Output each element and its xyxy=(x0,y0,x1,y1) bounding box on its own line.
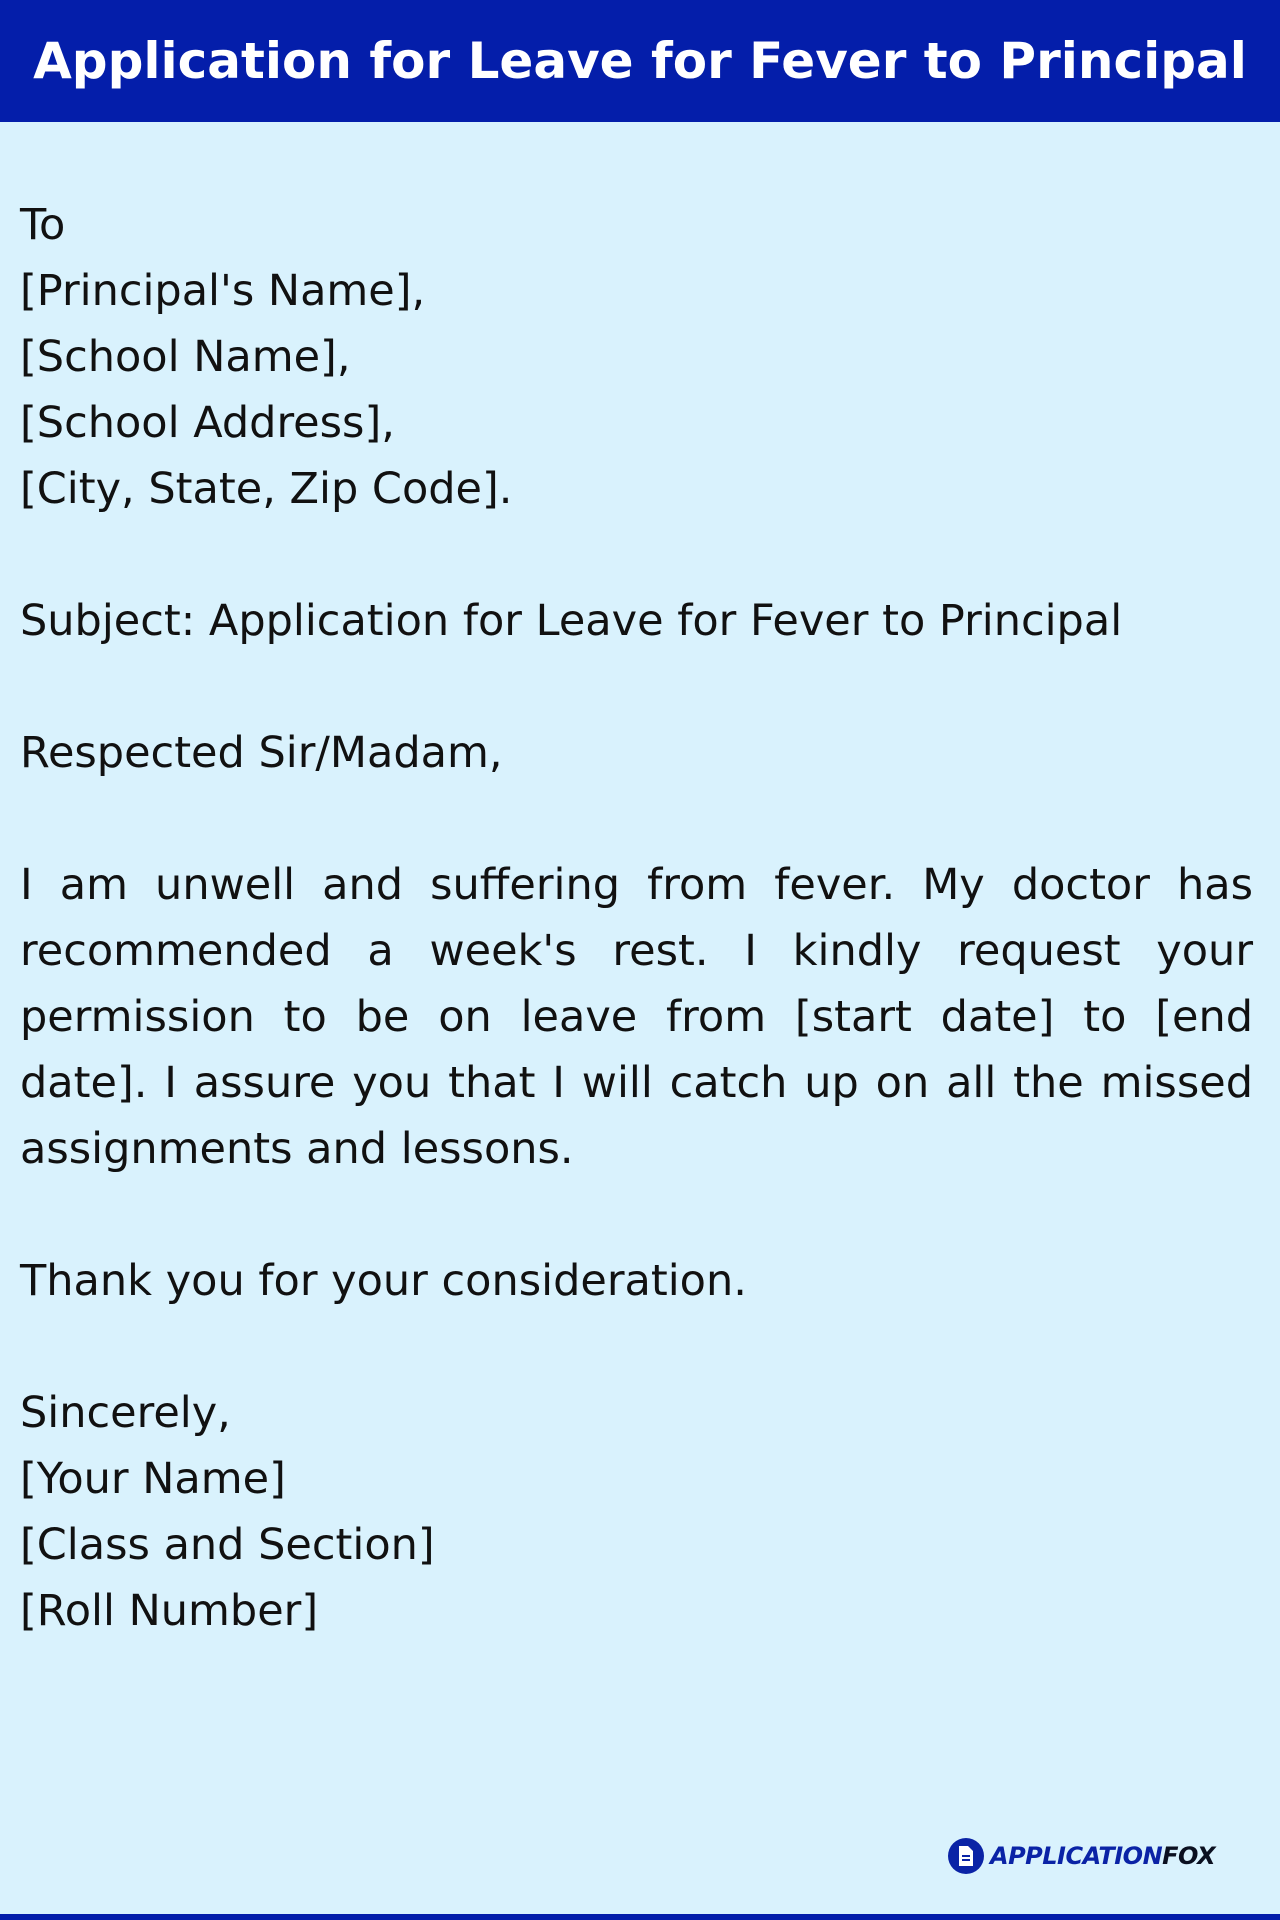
recipient-name: [Principal's Name], xyxy=(20,266,426,316)
logo-wordmark-application: APPLICATION xyxy=(990,1842,1163,1870)
recipient-to: To xyxy=(20,200,66,250)
sender-roll-number: [Roll Number] xyxy=(20,1586,319,1636)
logo-wordmark xyxy=(990,1842,1215,1870)
sign-off: Sincerely, xyxy=(20,1388,231,1438)
thanks-line: Thank you for your consideration. xyxy=(20,1256,747,1306)
salutation: Respected Sir/Madam, xyxy=(20,728,503,778)
sender-name: [Your Name] xyxy=(20,1454,286,1504)
applicationfox-logo xyxy=(948,1836,1215,1876)
closing-block xyxy=(20,1380,1253,1644)
bottom-rule xyxy=(0,1914,1280,1920)
sender-class-section: [Class and Section] xyxy=(20,1520,435,1570)
recipient-school: [School Name], xyxy=(20,332,351,382)
page-title: Application for Leave for Fever to Principal xyxy=(33,32,1247,90)
recipient-block xyxy=(20,192,1253,522)
recipient-city: [City, State, Zip Code]. xyxy=(20,464,513,514)
title-bar xyxy=(0,0,1280,122)
letter xyxy=(20,192,1253,1644)
recipient-address: [School Address], xyxy=(20,398,395,448)
body-paragraph: I am unwell and suffering from fever. My doctor has recommended a week's rest. I kindly request your permission to be on leave from [start date] to [end date]. I assure you that I will catch up on all the missed assignments and lessons. xyxy=(20,860,1253,1174)
logo-wordmark-fox: FOX xyxy=(1162,1842,1216,1870)
document-icon xyxy=(948,1838,984,1874)
subject-line: Subject: Application for Leave for Fever to Principal xyxy=(20,596,1123,646)
